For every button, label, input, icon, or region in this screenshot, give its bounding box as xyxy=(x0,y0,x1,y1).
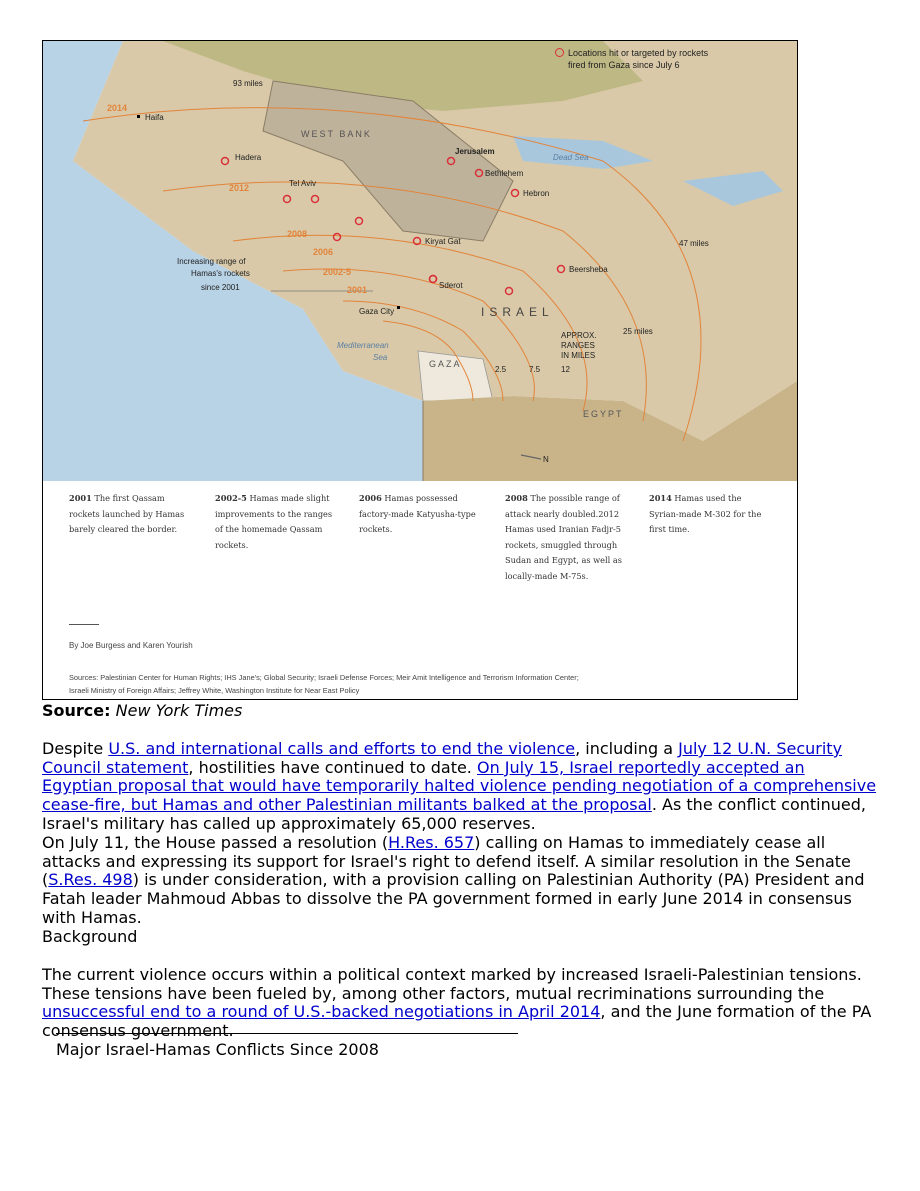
label-25-miles: 25 miles xyxy=(623,327,653,336)
label-range-2-5: 2.5 xyxy=(495,365,507,374)
paragraph-background: The current violence occurs within a political context marked by increased Israeli-Palestinian tensions. These tensions have been fueled by, among other factors, mutual recriminations surrounding the unsuccessful end to a round of U.S.-backed negotiations in April 2014, and the June formation of the PA consensus government. xyxy=(42,965,872,1041)
label-hadera: Hadera xyxy=(235,153,262,162)
caption-2006: 2006 Hamas possessed factory-made Katyusha-type rockets. xyxy=(359,493,476,534)
label-range-7-5: 7.5 xyxy=(529,365,541,374)
label-north: N xyxy=(543,455,549,464)
label-range-note-2: Hamas's rockets xyxy=(191,269,250,278)
label-med-sea-2: Sea xyxy=(373,353,388,362)
figure-source xyxy=(42,701,242,720)
label-approx-2: RANGES xyxy=(561,341,595,350)
link-un-security-council-statement[interactable]: July 12 U.N. Security Council statement xyxy=(42,739,843,777)
caption-2014: 2014 Hamas used the Syrian-made M-302 for the first time. xyxy=(649,493,762,534)
link-egyptian-proposal[interactable]: On July 15, Israel reportedly accepted an Egyptian proposal that would have temporarily halted violence pending negotiation of a comprehensive cease-fire, but Hamas and other Palestinian militants balked at the proposal xyxy=(42,757,877,815)
haifa-dot xyxy=(137,115,140,118)
source-label: Source: xyxy=(42,701,111,720)
label-gaza: GAZA xyxy=(429,359,462,369)
label-beersheba: Beersheba xyxy=(569,265,608,274)
label-med-sea-1: Mediterranean xyxy=(337,341,389,350)
figure-credit: By Joe Burgess and Karen Yourish xyxy=(69,641,193,650)
link-sres-498[interactable]: S.Res. 498 xyxy=(48,870,133,890)
sources-line-1: Sources: Palestinian Center for Human Rights; IHS Jane's; Global Security; Israeli Defense Forces; Meir Amit Intelligence and Terrorism Information Center; xyxy=(69,673,579,682)
paragraph-ceasefire-efforts: Despite U.S. and international calls and efforts to end the violence, including a July 12 U.N. Security Council statement, hostilities have continued to date. On July 15, Israel reportedly accepted an Egyptian proposal that would have temporarily halted violence pending negotiation of a comprehensive cease-fire, but Hamas and other Palestinian militants balked at the proposal. As the conflict continued, Israel's military has called up approximately 65,000 reserves. xyxy=(42,739,877,833)
label-47-miles: 47 miles xyxy=(679,239,709,248)
label-bethlehem: Bethlehem xyxy=(485,169,524,178)
link-calls-to-end-violence[interactable]: U.S. and international calls and efforts to end the violence xyxy=(108,739,576,758)
paragraph-congress-resolutions: On July 11, the House passed a resolution (H.Res. 657) calling on Hamas to immediately cease all attacks and expressing its support for Israel's right to defend itself. A similar resolution in the Senate (S.Res. 498) is under consideration, with a provision calling on Palestinian Authority (PA) President and Fatah leader Mahmoud Abbas to dissolve the PA government formed in early June 2014 in consensus with Hamas. xyxy=(42,833,865,927)
label-approx-1: APPROX. xyxy=(561,331,597,340)
label-range-12: 12 xyxy=(561,365,570,374)
year-label-2001: 2001 xyxy=(347,285,368,295)
label-west-bank: WEST BANK xyxy=(301,129,372,139)
label-jerusalem: Jerusalem xyxy=(455,147,495,156)
label-israel: ISRAEL xyxy=(481,305,554,319)
caption-2001: 2001 The first Qassam rockets launched by Hamas barely cleared the border. xyxy=(69,493,185,534)
source-name: New York Times xyxy=(115,701,243,720)
label-egypt: EGYPT xyxy=(583,409,624,419)
label-dead-sea: Dead Sea xyxy=(553,153,589,162)
map-legend xyxy=(555,47,708,71)
label-gaza-city: Gaza City xyxy=(359,307,395,316)
year-label-2006: 2006 xyxy=(313,247,334,257)
label-range-note-3: since 2001 xyxy=(201,283,240,292)
year-label-2014: 2014 xyxy=(107,103,128,113)
gaza-city-dot xyxy=(397,306,400,309)
rocket-range-map-figure xyxy=(42,40,798,700)
figure-sources xyxy=(69,671,769,697)
table-caption: Major Israel-Hamas Conflicts Since 2008 xyxy=(56,1040,379,1059)
label-tel-aviv: Tel Aviv xyxy=(289,179,316,188)
marker-legend-icon xyxy=(555,48,564,57)
label-93-miles: 93 miles xyxy=(233,79,263,88)
label-hebron: Hebron xyxy=(523,189,550,198)
credit-divider xyxy=(69,624,99,625)
label-approx-3: IN MILES xyxy=(561,351,596,360)
relief-map xyxy=(43,41,797,481)
legend-text-2: fired from Gaza since July 6 xyxy=(568,60,680,70)
link-hres-657[interactable]: H.Res. 657 xyxy=(388,833,475,852)
section-heading-background: Background xyxy=(42,927,138,946)
year-label-2012: 2012 xyxy=(229,183,250,193)
year-label-2008: 2008 xyxy=(287,229,308,239)
label-kiryat-gat: Kiryat Gat xyxy=(425,237,461,246)
caption-2002-5: 2002-5 Hamas made slight improvements to the ranges of the homemade Qassam rockets. xyxy=(215,493,333,550)
caption-2008-2012: 2008 The possible range of attack nearly doubled.2012 Hamas used Iranian Fadjr-5 rockets, smuggled through Sudan and Egypt, as well as locally-made M-75s. xyxy=(505,493,622,581)
table-caption-rule xyxy=(56,1033,518,1034)
link-unsuccessful-negotiations[interactable]: unsuccessful end to a round of U.S.-backed negotiations in April 2014 xyxy=(42,1002,601,1022)
label-haifa: Haifa xyxy=(145,113,164,122)
sources-line-2: Israeli Ministry of Foreign Affairs; Jeffrey White, Washington Institute for Near East Policy xyxy=(69,686,360,695)
legend-text-1: Locations hit or targeted by rockets xyxy=(568,48,709,58)
label-range-note-1: Increasing range of xyxy=(177,257,246,266)
label-sderot: Sderot xyxy=(439,281,463,290)
year-label-2002-5: 2002-5 xyxy=(323,267,352,277)
